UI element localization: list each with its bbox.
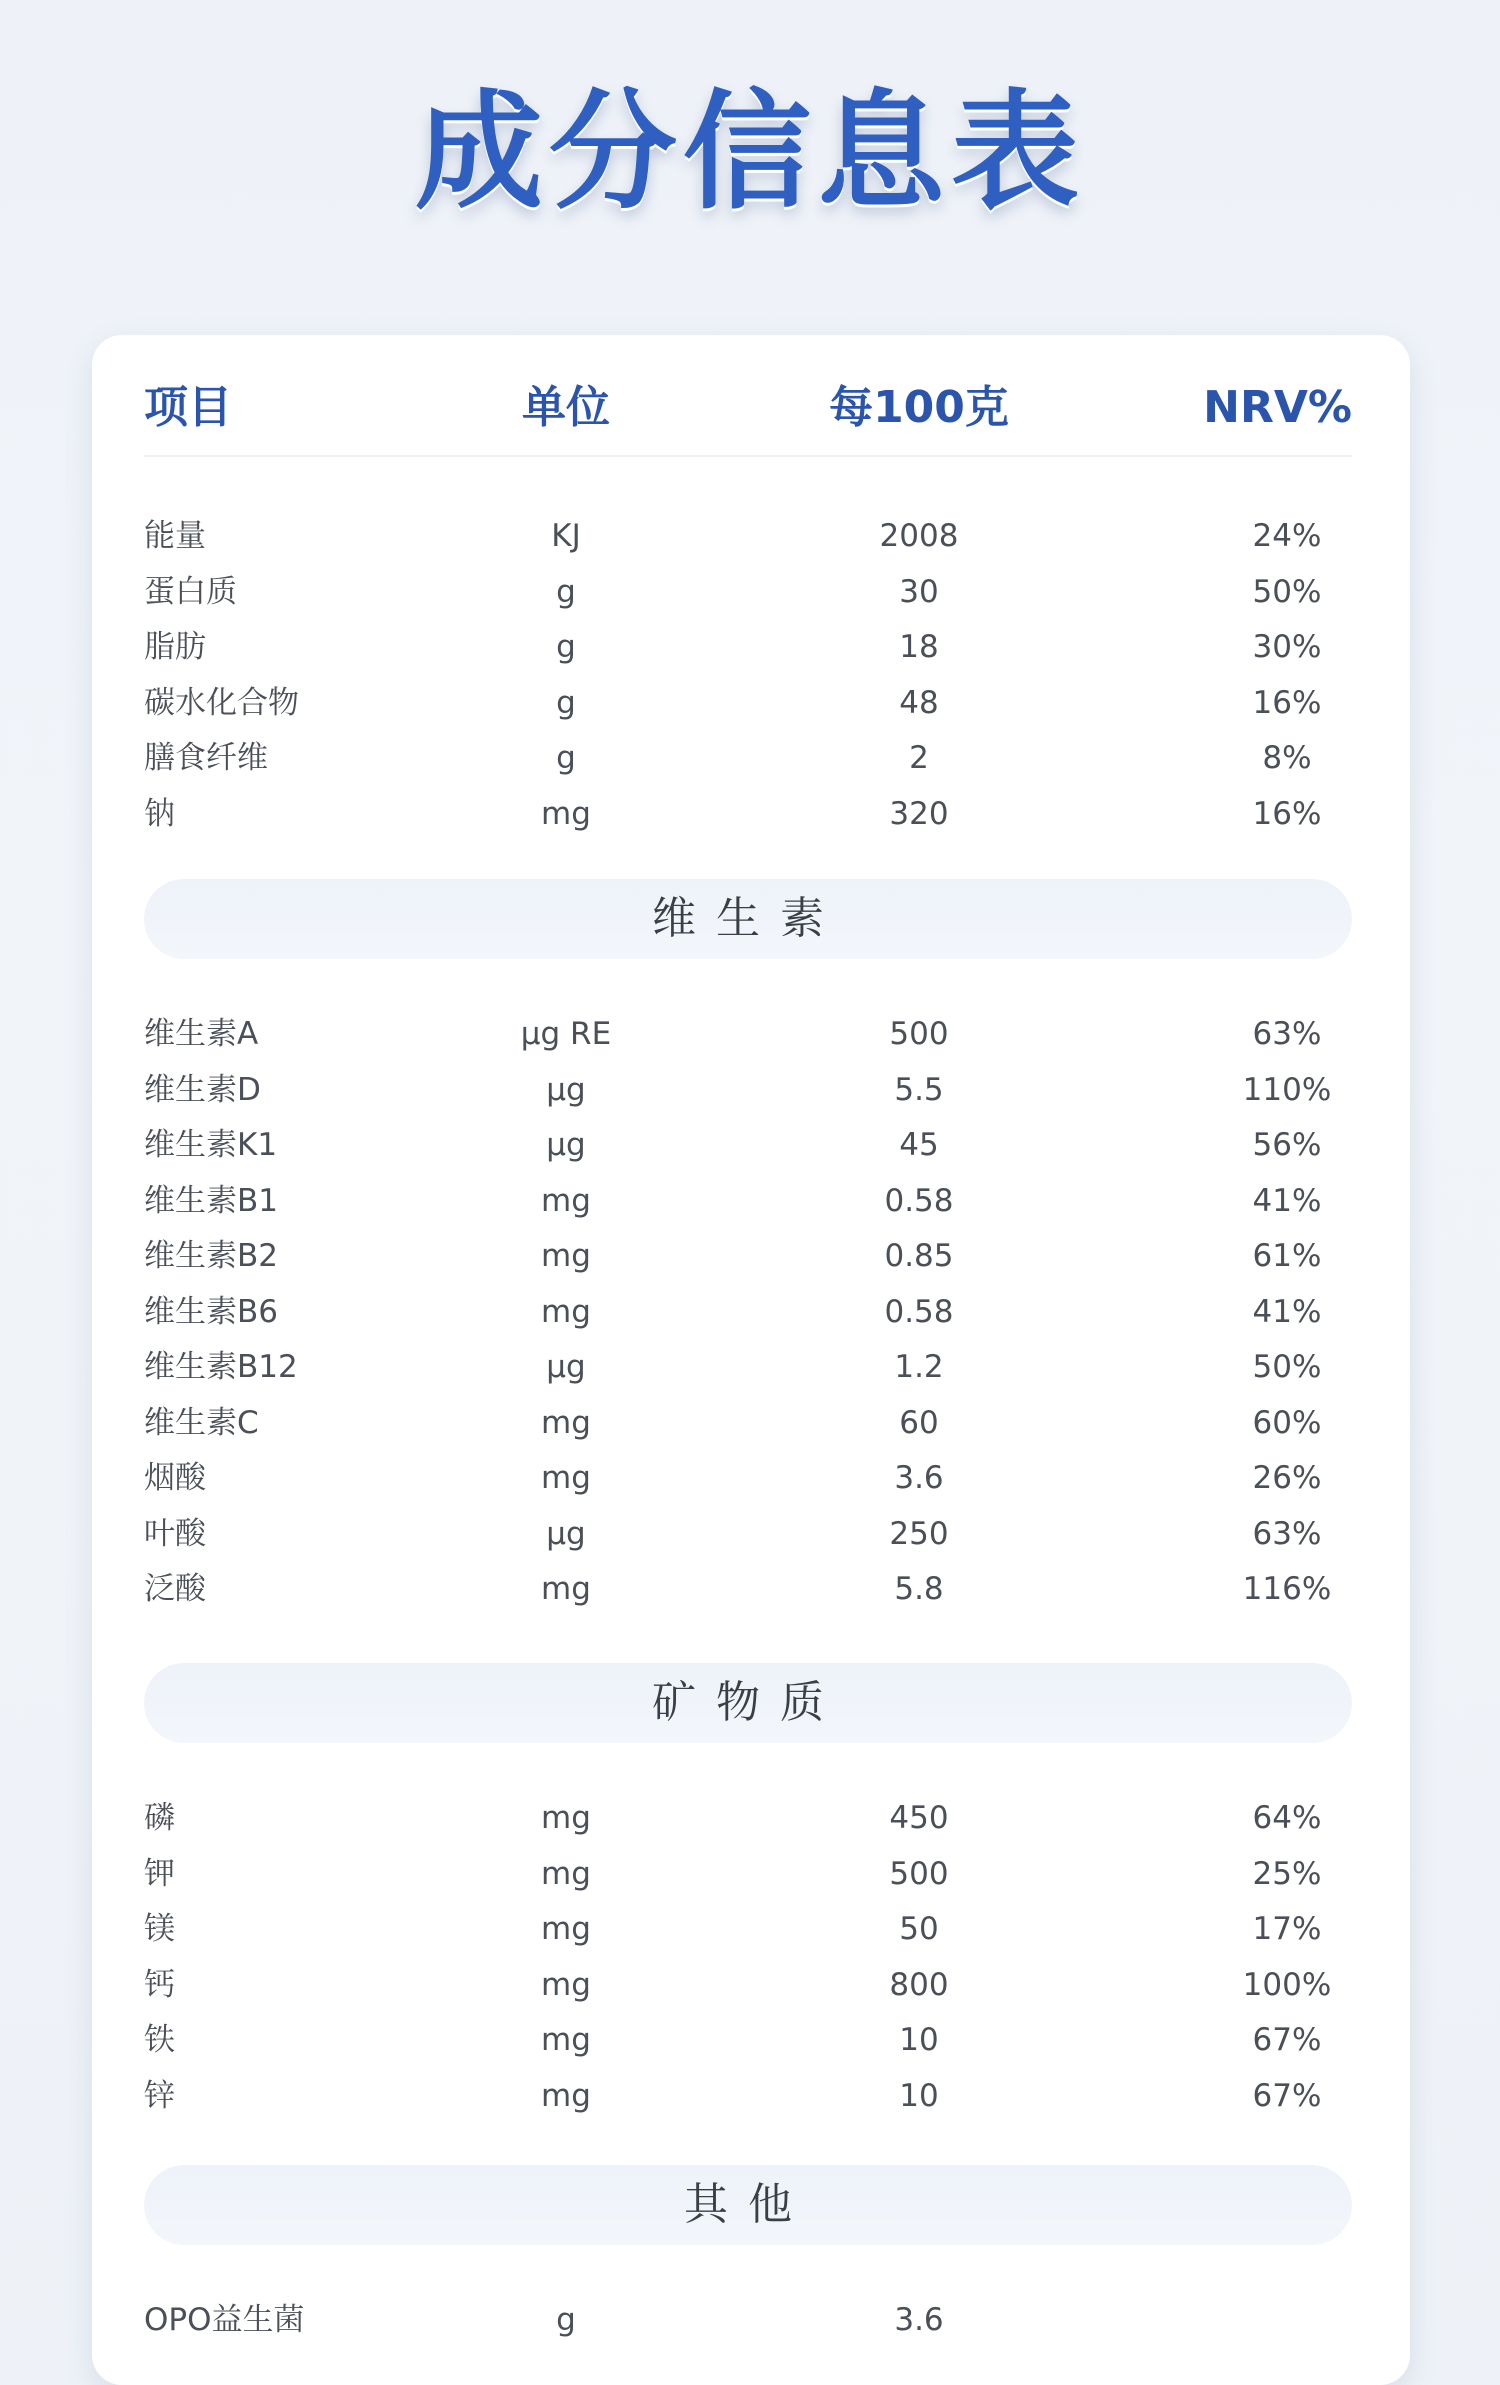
item-nrv: 26%: [1252, 1460, 1322, 1496]
item-per100g: 320: [889, 796, 949, 832]
item-nrv: 16%: [1252, 796, 1322, 832]
item-name: 碳水化合物: [144, 685, 299, 721]
table-row: [144, 1395, 1352, 1451]
item-name: 锌: [144, 2078, 175, 2114]
item-unit: g: [556, 2302, 576, 2338]
table-row: [144, 1561, 1352, 1617]
item-per100g: 5.8: [894, 1571, 944, 1607]
item-name: 维生素B1: [144, 1183, 278, 1219]
table-row: [144, 1339, 1352, 1395]
item-unit: mg: [541, 1405, 591, 1441]
item-nrv: 50%: [1252, 574, 1322, 610]
item-name: OPO益生菌: [144, 2302, 305, 2338]
item-nrv: 41%: [1252, 1294, 1322, 1330]
item-per100g: 18: [899, 629, 939, 665]
item-per100g: 2008: [879, 518, 959, 554]
item-unit: mg: [541, 1967, 591, 2003]
item-nrv: 100%: [1242, 1967, 1332, 2003]
item-unit: mg: [541, 1183, 591, 1219]
item-name: 维生素A: [144, 1016, 259, 1052]
table-row: [144, 1846, 1352, 1902]
table-row: [144, 2292, 1352, 2348]
item-name: 叶酸: [144, 1516, 206, 1552]
item-name: 泛酸: [144, 1571, 206, 1607]
table-row: [144, 2068, 1352, 2124]
table-row: [144, 1790, 1352, 1846]
item-unit: KJ: [551, 518, 581, 554]
item-per100g: 60: [899, 1405, 939, 1441]
item-per100g: 1.2: [894, 1349, 944, 1385]
table-row: [144, 1062, 1352, 1118]
item-nrv: 67%: [1252, 2022, 1322, 2058]
item-name: 维生素D: [144, 1072, 261, 1108]
header-nrv: NRV%: [1203, 382, 1352, 433]
item-name: 维生素B2: [144, 1238, 278, 1274]
item-name: 维生素C: [144, 1405, 259, 1441]
table-row: [144, 1506, 1352, 1562]
table-row: [144, 1006, 1352, 1062]
item-per100g: 5.5: [894, 1072, 944, 1108]
item-per100g: 3.6: [894, 2302, 944, 2338]
table-row: [144, 1957, 1352, 2013]
table-row: [144, 1117, 1352, 1173]
section-header-vitamins: 维生素: [144, 879, 1352, 959]
item-per100g: 800: [889, 1967, 949, 2003]
item-nrv: 63%: [1252, 1016, 1322, 1052]
header-item: 项目: [144, 382, 232, 433]
item-nrv: 63%: [1252, 1516, 1322, 1552]
item-nrv: 61%: [1252, 1238, 1322, 1274]
item-name: 维生素K1: [144, 1127, 278, 1163]
item-unit: mg: [541, 796, 591, 832]
item-per100g: 500: [889, 1016, 949, 1052]
item-per100g: 50: [899, 1911, 939, 1947]
item-nrv: 56%: [1252, 1127, 1322, 1163]
item-unit: mg: [541, 1294, 591, 1330]
item-per100g: 45: [899, 1127, 939, 1163]
item-name: 维生素B6: [144, 1294, 278, 1330]
item-name: 烟酸: [144, 1460, 206, 1496]
header-unit: 单位: [522, 382, 610, 433]
item-unit: g: [556, 740, 576, 776]
table-row: [144, 675, 1352, 731]
item-unit: μg: [546, 1516, 586, 1552]
item-nrv: 25%: [1252, 1856, 1322, 1892]
table-row: [144, 2012, 1352, 2068]
item-per100g: 0.58: [884, 1183, 954, 1219]
table-row: [144, 1173, 1352, 1229]
item-name: 镁: [144, 1911, 175, 1947]
section-header-others: 其他: [144, 2165, 1352, 2245]
item-unit: mg: [541, 1238, 591, 1274]
item-name: 维生素B12: [144, 1349, 298, 1385]
item-name: 膳食纤维: [144, 740, 268, 776]
item-unit: mg: [541, 1911, 591, 1947]
page-title: 成分信息表: [414, 78, 1085, 227]
section-header-minerals: 矿物质: [144, 1663, 1352, 1743]
item-nrv: 41%: [1252, 1183, 1322, 1219]
item-nrv: 17%: [1252, 1911, 1322, 1947]
item-unit: g: [556, 574, 576, 610]
item-per100g: 500: [889, 1856, 949, 1892]
item-nrv: 16%: [1252, 685, 1322, 721]
ingredient-table-card: [92, 335, 1410, 2385]
item-unit: μg: [546, 1072, 586, 1108]
item-nrv: 50%: [1252, 1349, 1322, 1385]
item-name: 磷: [144, 1800, 175, 1836]
table-row: [144, 1901, 1352, 1957]
item-unit: μg: [546, 1349, 586, 1385]
item-per100g: 10: [899, 2078, 939, 2114]
item-name: 铁: [144, 2022, 175, 2058]
item-per100g: 30: [899, 574, 939, 610]
header-per100g: 每100克: [829, 382, 1009, 433]
item-name: 能量: [144, 518, 206, 554]
item-name: 钙: [144, 1967, 175, 2003]
item-nrv: 116%: [1242, 1571, 1332, 1607]
table-row: [144, 1450, 1352, 1506]
item-per100g: 2: [909, 740, 929, 776]
item-name: 蛋白质: [144, 574, 237, 610]
item-unit: μg: [546, 1127, 586, 1163]
table-row: [144, 1284, 1352, 1340]
table-row: [144, 786, 1352, 842]
item-unit: mg: [541, 1856, 591, 1892]
item-nrv: 24%: [1252, 518, 1322, 554]
item-unit: mg: [541, 1460, 591, 1496]
item-unit: mg: [541, 1800, 591, 1836]
table-row: [144, 1228, 1352, 1284]
item-per100g: 450: [889, 1800, 949, 1836]
item-per100g: 48: [899, 685, 939, 721]
table-row: [144, 508, 1352, 564]
item-unit: mg: [541, 2078, 591, 2114]
item-per100g: 3.6: [894, 1460, 944, 1496]
item-nrv: 67%: [1252, 2078, 1322, 2114]
table-header: [144, 375, 1352, 457]
table-row: [144, 564, 1352, 620]
item-name: 脂肪: [144, 629, 206, 665]
item-name: 钾: [144, 1856, 175, 1892]
item-nrv: 8%: [1262, 740, 1312, 776]
item-unit: mg: [541, 2022, 591, 2058]
item-nrv: 110%: [1242, 1072, 1332, 1108]
item-per100g: 250: [889, 1516, 949, 1552]
item-nrv: 30%: [1252, 629, 1322, 665]
item-per100g: 10: [899, 2022, 939, 2058]
item-nrv: 64%: [1252, 1800, 1322, 1836]
item-unit: mg: [541, 1571, 591, 1607]
item-name: 钠: [144, 796, 175, 832]
table-row: [144, 619, 1352, 675]
item-unit: g: [556, 629, 576, 665]
item-unit: μg RE: [520, 1016, 612, 1052]
item-per100g: 0.58: [884, 1294, 954, 1330]
item-per100g: 0.85: [884, 1238, 954, 1274]
item-unit: g: [556, 685, 576, 721]
table-row: [144, 730, 1352, 786]
item-nrv: 60%: [1252, 1405, 1322, 1441]
